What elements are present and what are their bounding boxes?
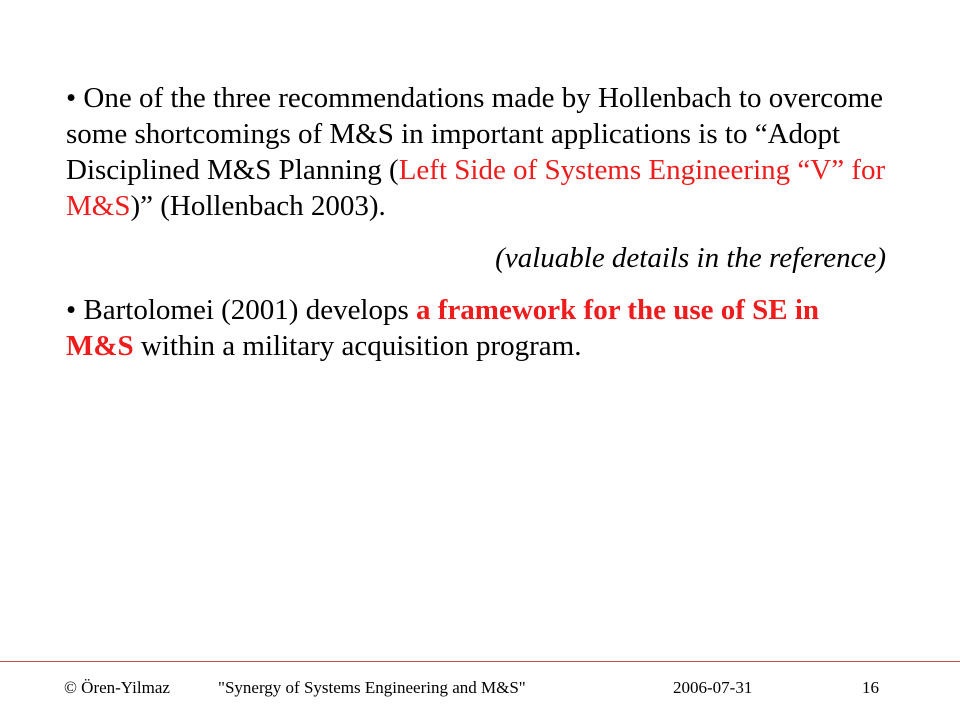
bullet-text: One of the three recommendations made by Hollenbach to overcome some shortcomings of M&S in important applications is to “Adopt Disciplined M&S Planning ( [66, 82, 884, 186]
bullet-item-hollenbach [66, 80, 886, 224]
bullet-text: Bartolomei (2001) develops [76, 294, 417, 326]
bullet-marker: • [66, 294, 77, 326]
footer-date: 2006-07-31 [673, 678, 753, 697]
page-number: 16 [862, 678, 879, 697]
highlighted-phrase: a framework for the use of SE in M&S [66, 294, 820, 362]
footer-title: "Synergy of Systems Engineering and M&S" [218, 678, 526, 697]
bullet-item-bartolomei [66, 292, 886, 364]
highlighted-phrase: Left Side of Systems Engineering “V” for M&S [66, 154, 886, 222]
reference-note: (valuable details in the reference) [495, 242, 886, 274]
bullet-text-end: )” (Hollenbach 2003). [130, 190, 386, 222]
footer-author: © Ören-Yilmaz [64, 678, 170, 697]
bullet-text-end: within a military acquisition program. [133, 330, 582, 362]
footer-divider [0, 661, 960, 662]
bullet-marker: • [66, 82, 77, 114]
slide-body [66, 80, 886, 364]
